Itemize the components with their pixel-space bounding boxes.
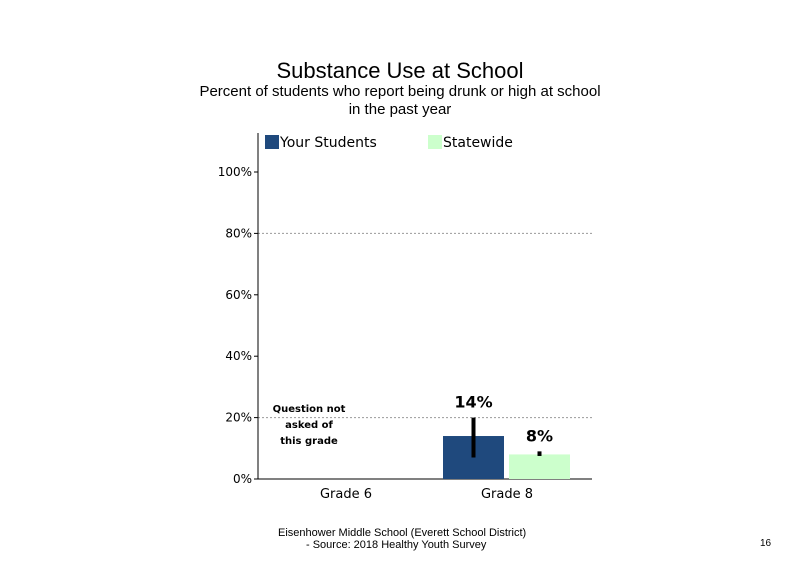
annotation-line-0: Question not <box>272 404 346 415</box>
legend-label-statewide: Statewide <box>443 135 513 151</box>
annotation-line-1: asked of <box>285 420 333 431</box>
chart-title: Substance Use at School <box>276 58 524 83</box>
legend-swatch-your-students <box>265 135 279 149</box>
legend-label-your-students: Your Students <box>280 135 377 151</box>
annotation-line-2: this grade <box>280 436 338 447</box>
footer-source: - Source: 2018 Healthy Youth Survey <box>306 539 487 551</box>
chart-subtitle-text: Percent of students who report being drunk or high at school in the past year <box>199 83 601 118</box>
data-label-your-students-1: 14% <box>454 392 493 412</box>
page-number: 16 <box>760 538 772 549</box>
y-tick-label-80: 80% <box>225 226 252 241</box>
y-tick-label-0: 0% <box>232 472 252 486</box>
footer-school: Eisenhower Middle School (Everett School District) <box>278 527 527 539</box>
y-tick-label-40: 40% <box>225 349 252 364</box>
y-tick-label-100: 100% <box>217 165 252 179</box>
y-tick-label-20: 20% <box>225 410 252 425</box>
x-tick-label-grade-8: Grade 8 <box>480 487 534 502</box>
x-tick-label-grade-6: Grade 6 <box>319 487 373 502</box>
data-label-statewide-1: 8% <box>525 426 554 446</box>
bar-statewide-1 <box>509 454 570 479</box>
legend-swatch-statewide <box>428 135 442 149</box>
y-tick-label-60: 60% <box>225 287 252 302</box>
